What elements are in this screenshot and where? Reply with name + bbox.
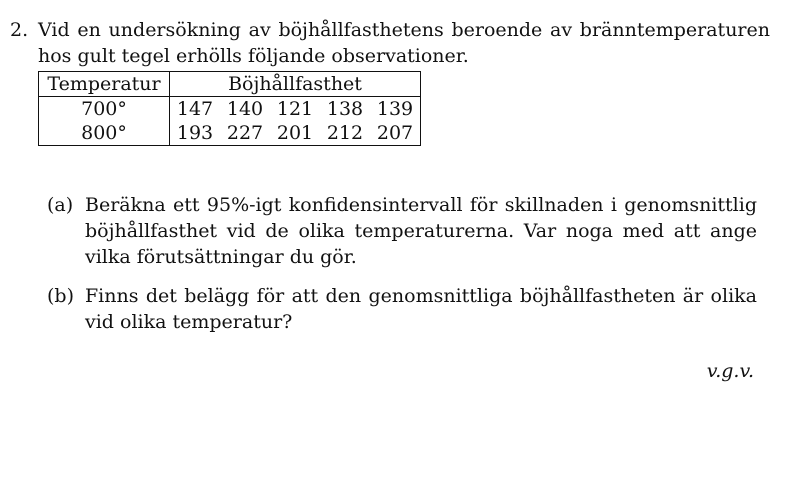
row-label: 800° xyxy=(39,121,170,146)
table-cell: 193 xyxy=(176,122,214,144)
row-label: 700° xyxy=(39,97,170,122)
table-cell: 207 xyxy=(376,122,414,144)
observations-table xyxy=(38,71,421,146)
part-a-tag: (a) xyxy=(47,194,74,216)
table-cell: 121 xyxy=(276,98,314,120)
table-cell: 201 xyxy=(276,122,314,144)
continue-note: v.g.v. xyxy=(706,360,754,382)
table-cell: 138 xyxy=(326,98,364,120)
problem-2 xyxy=(10,17,770,69)
part-a-text: Beräkna ett 95%-igt konfidensintervall för skillnaden i genomsnittlig böjhållfasthet vid de olika temperaturerna. Var noga med att ange vilka förutsättningar du gör. xyxy=(85,194,757,268)
table-row xyxy=(39,121,421,146)
part-b-tag: (b) xyxy=(47,285,74,307)
part-a xyxy=(47,192,757,270)
table-cell: 227 xyxy=(226,122,264,144)
table-cell: 140 xyxy=(226,98,264,120)
table-header-row xyxy=(39,72,421,97)
header-strength: Böjhållfasthet xyxy=(170,72,421,97)
header-temperature: Temperatur xyxy=(39,72,170,97)
table-cell: 139 xyxy=(376,98,414,120)
table-cell: 212 xyxy=(326,122,364,144)
table-row xyxy=(39,97,421,122)
table-cell: 147 xyxy=(176,98,214,120)
part-b-text: Finns det belägg för att den genomsnittliga böjhållfastheten är olika vid olika temperatur? xyxy=(85,285,757,333)
problem-number: 2. xyxy=(10,19,29,41)
part-b xyxy=(47,283,757,335)
problem-intro: Vid en undersökning av böjhållfasthetens beroende av bränntemperaturen hos gult tegel erhölls följande observationer. xyxy=(38,19,770,67)
